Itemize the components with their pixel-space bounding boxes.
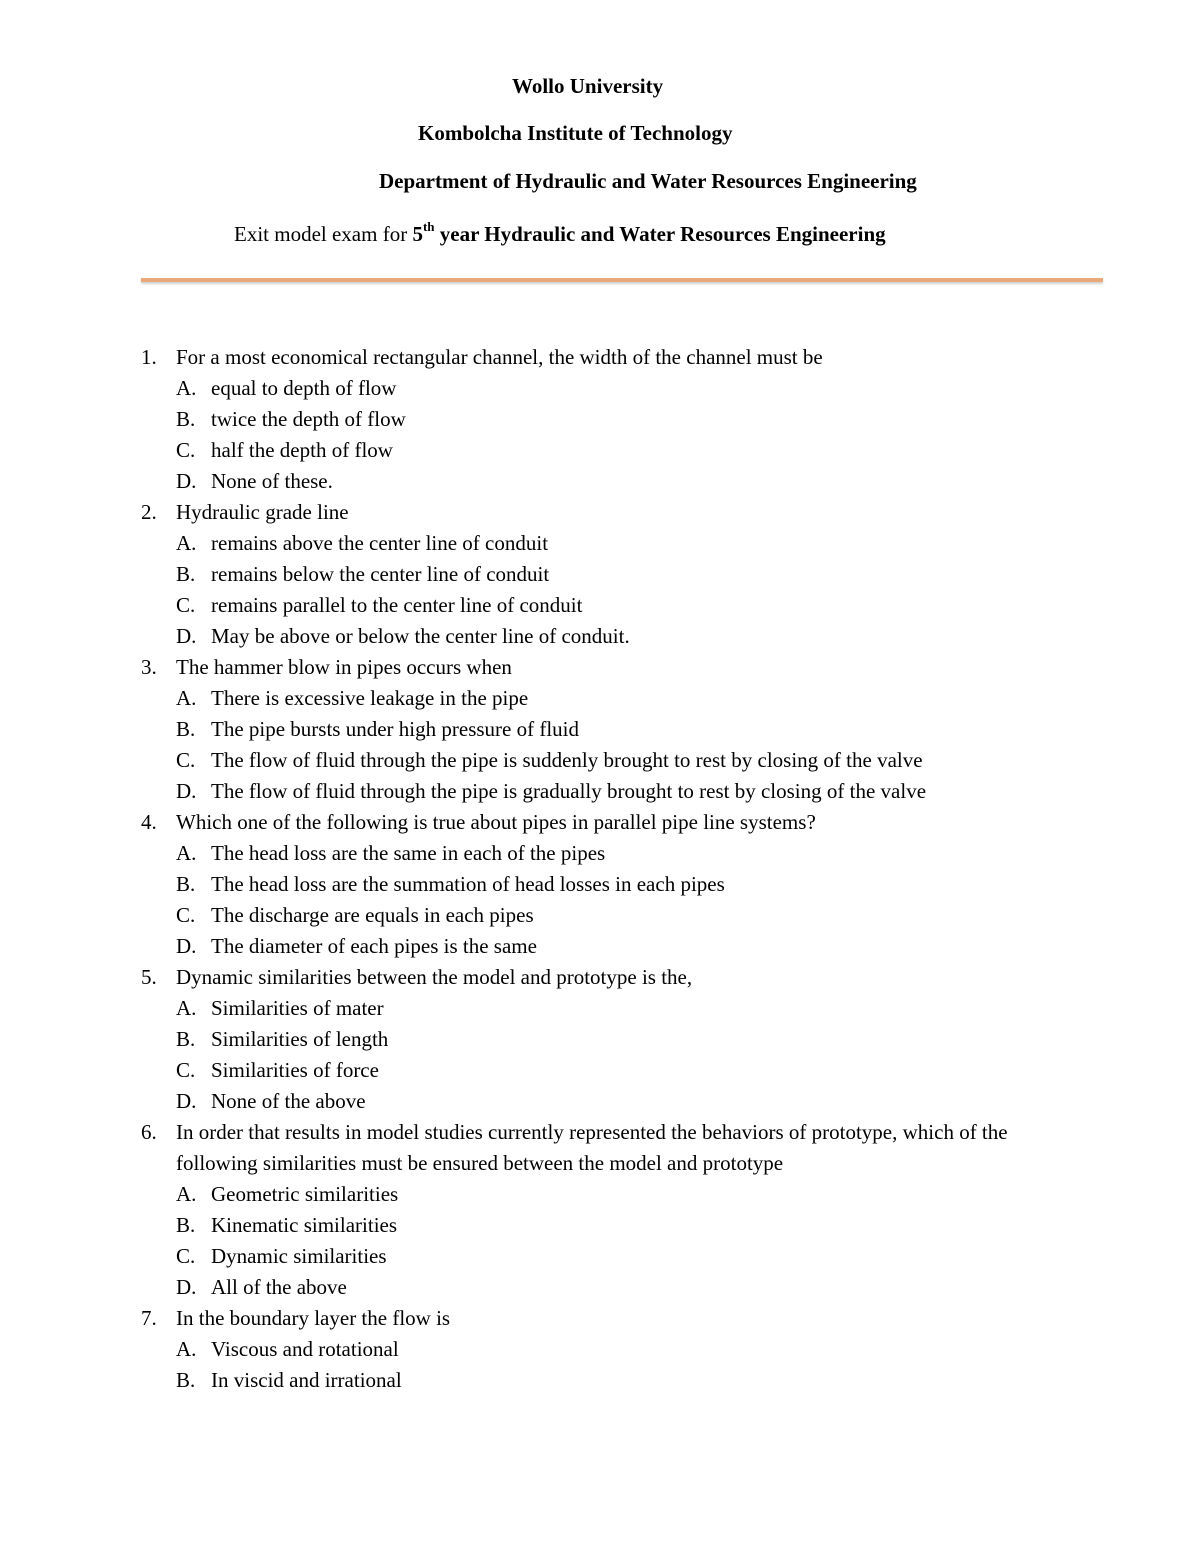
department-name: Department of Hydraulic and Water Resources Engineering <box>379 169 917 193</box>
option-text: The head loss are the summation of head losses in each pipes <box>211 872 725 896</box>
option-letter: C. <box>176 438 196 462</box>
question-item <box>141 1117 1071 1303</box>
exam-year-number: 5 <box>412 222 423 246</box>
question-text: In the boundary layer the flow is <box>176 1306 451 1330</box>
option-text: Geometric similarities <box>211 1182 399 1206</box>
option-text: The head loss are the same in each of the pipes <box>211 841 606 865</box>
option-text: remains below the center line of conduit <box>211 562 550 586</box>
answer-option <box>176 683 1071 714</box>
question-number: 6. <box>141 1120 157 1144</box>
option-text: None of these. <box>211 469 333 493</box>
answer-option <box>176 838 1071 869</box>
option-text: equal to depth of flow <box>211 376 397 400</box>
exam-title-suffix: year Hydraulic and Water Resources Engineering <box>434 222 886 246</box>
option-text: half the depth of flow <box>211 438 393 462</box>
question-number: 7. <box>141 1306 157 1330</box>
answer-option <box>176 621 1071 652</box>
answer-option <box>176 559 1071 590</box>
question-number: 1. <box>141 345 157 369</box>
option-text: The discharge are equals in each pipes <box>211 903 534 927</box>
option-letter: B. <box>176 717 196 741</box>
answer-option <box>176 1241 1071 1272</box>
answer-option <box>176 1210 1071 1241</box>
option-text: Dynamic similarities <box>211 1244 387 1268</box>
university-name: Wollo University <box>512 74 664 98</box>
option-letter: A. <box>176 996 197 1020</box>
option-letter: D. <box>176 934 197 958</box>
question-item <box>141 807 1071 962</box>
institute-name: Kombolcha Institute of Technology <box>418 121 733 145</box>
option-text: twice the depth of flow <box>211 407 406 431</box>
option-list <box>176 1334 1071 1396</box>
question-text: For a most economical rectangular channel, the width of the channel must be <box>176 345 823 369</box>
option-letter: C. <box>176 903 196 927</box>
option-list <box>176 1179 1071 1303</box>
option-text: There is excessive leakage in the pipe <box>211 686 529 710</box>
option-letter: B. <box>176 872 196 896</box>
header-divider <box>141 278 1103 282</box>
answer-option <box>176 435 1071 466</box>
option-text: Similarities of force <box>211 1058 379 1082</box>
answer-option <box>176 993 1071 1024</box>
exam-title-prefix: Exit model exam for <box>234 222 413 246</box>
question-item <box>141 962 1071 1117</box>
option-letter: A. <box>176 1337 197 1361</box>
option-letter: A. <box>176 686 197 710</box>
answer-option <box>176 1086 1071 1117</box>
option-letter: B. <box>176 407 196 431</box>
option-list <box>176 373 1071 497</box>
option-letter: A. <box>176 376 197 400</box>
answer-option <box>176 776 1071 807</box>
answer-option <box>176 1179 1071 1210</box>
answer-option <box>176 1024 1071 1055</box>
answer-option <box>176 404 1071 435</box>
question-item <box>141 652 1071 807</box>
option-text: remains above the center line of conduit <box>211 531 549 555</box>
question-text: Which one of the following is true about pipes in parallel pipe line systems? <box>176 810 816 834</box>
option-list <box>176 838 1071 962</box>
question-item <box>141 342 1071 497</box>
option-letter: C. <box>176 1058 196 1082</box>
option-text: The diameter of each pipes is the same <box>211 934 537 958</box>
answer-option <box>176 590 1071 621</box>
option-letter: D. <box>176 1275 197 1299</box>
exam-title <box>234 221 886 247</box>
option-text: The flow of fluid through the pipe is suddenly brought to rest by closing of the valve <box>211 748 923 772</box>
option-letter: A. <box>176 531 197 555</box>
option-letter: C. <box>176 748 196 772</box>
answer-option <box>176 1055 1071 1086</box>
answer-option <box>176 1334 1071 1365</box>
question-text: Hydraulic grade line <box>176 500 349 524</box>
option-text: None of the above <box>211 1089 366 1113</box>
option-letter: C. <box>176 1244 196 1268</box>
question-text: The hammer blow in pipes occurs when <box>176 655 512 679</box>
question-number: 3. <box>141 655 157 679</box>
option-letter: A. <box>176 841 197 865</box>
question-number: 5. <box>141 965 157 989</box>
answer-option <box>176 528 1071 559</box>
option-text: In viscid and irrational <box>211 1368 402 1392</box>
question-list <box>141 342 1071 1396</box>
option-letter: B. <box>176 1027 196 1051</box>
answer-option <box>176 869 1071 900</box>
option-letter: C. <box>176 593 196 617</box>
option-text: Similarities of length <box>211 1027 389 1051</box>
answer-option <box>176 900 1071 931</box>
option-letter: B. <box>176 1368 196 1392</box>
option-text: May be above or below the center line of conduit. <box>211 624 630 648</box>
option-letter: D. <box>176 1089 197 1113</box>
option-text: All of the above <box>211 1275 347 1299</box>
option-text: The pipe bursts under high pressure of fluid <box>211 717 580 741</box>
option-letter: D. <box>176 469 197 493</box>
question-text: Dynamic similarities between the model and prototype is the, <box>176 965 693 989</box>
option-text: The flow of fluid through the pipe is gradually brought to rest by closing of the valve <box>211 779 927 803</box>
option-letter: B. <box>176 1213 196 1237</box>
answer-option <box>176 1365 1071 1396</box>
question-number: 2. <box>141 500 157 524</box>
option-text: remains parallel to the center line of conduit <box>211 593 583 617</box>
option-text: Kinematic similarities <box>211 1213 398 1237</box>
exam-year-superscript: th <box>422 219 435 234</box>
option-text: Similarities of mater <box>211 996 384 1020</box>
option-list <box>176 528 1071 652</box>
option-letter: D. <box>176 779 197 803</box>
answer-option <box>176 1272 1071 1303</box>
option-letter: D. <box>176 624 197 648</box>
question-item <box>141 497 1071 652</box>
question-text: In order that results in model studies currently represented the behaviors of prototype, which of the following similarities must be ensured between the model and prototype <box>176 1120 1008 1175</box>
option-letter: B. <box>176 562 196 586</box>
answer-option <box>176 745 1071 776</box>
option-list <box>176 683 1071 807</box>
option-list <box>176 993 1071 1117</box>
answer-option <box>176 373 1071 404</box>
answer-option <box>176 466 1071 497</box>
question-number: 4. <box>141 810 157 834</box>
option-text: Viscous and rotational <box>211 1337 399 1361</box>
question-item <box>141 1303 1071 1396</box>
answer-option <box>176 714 1071 745</box>
answer-option <box>176 931 1071 962</box>
option-letter: A. <box>176 1182 197 1206</box>
